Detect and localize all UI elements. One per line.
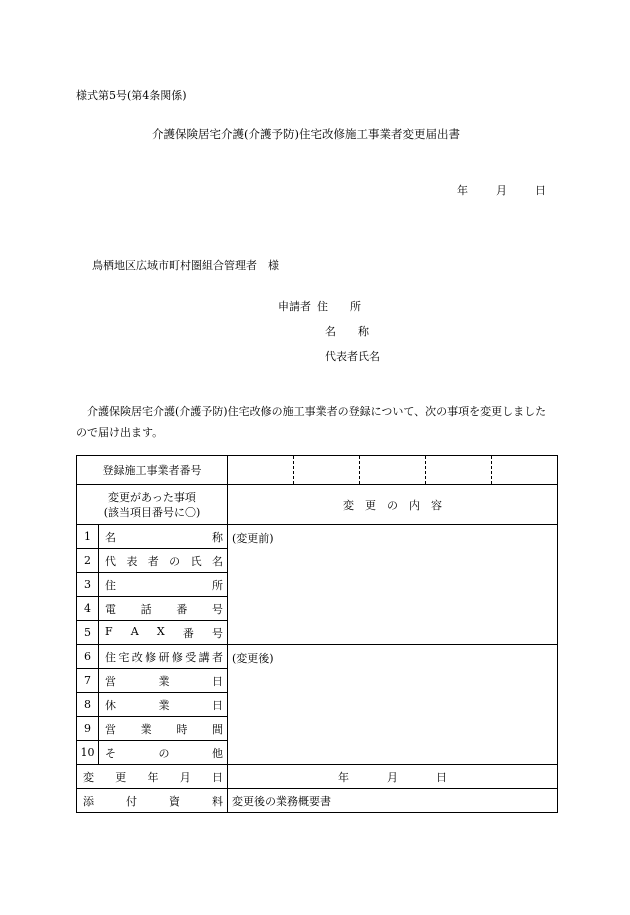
address-label: 住 所 xyxy=(317,300,361,313)
attachment-label-cell xyxy=(77,789,228,813)
reg-number-field[interactable] xyxy=(228,456,558,485)
document-title: 介護保険居宅介護(介護予防)住宅改修施工事業者変更届出書 xyxy=(152,127,460,141)
change-date-day: 日 xyxy=(436,770,447,784)
date-day: 日 xyxy=(535,184,546,197)
changed-items-header: 変更があった事項 (該当項目番号に〇) xyxy=(77,485,228,525)
change-date-label-cell xyxy=(77,765,228,789)
item-number: 6 xyxy=(77,645,99,669)
representative-label: 代表者氏名 xyxy=(325,350,380,363)
item-fax[interactable] xyxy=(99,621,228,645)
item-label: 営 業 日 xyxy=(105,674,223,688)
item-other[interactable] xyxy=(99,741,228,765)
change-date-field[interactable] xyxy=(228,765,558,789)
item-label: 住 宅 改 修 研 修 受 講 者 xyxy=(105,650,223,664)
change-date-label: 変 更 年 月 日 xyxy=(83,770,223,784)
before-content[interactable] xyxy=(228,525,558,645)
item-training[interactable] xyxy=(99,645,228,669)
item-number: 7 xyxy=(77,669,99,693)
before-label: (変更前) xyxy=(232,532,274,545)
body-text: 介護保険居宅介護(介護予防)住宅改修の施工事業者の登録について、次の事項を変更しましたので届け出ます。 xyxy=(76,405,547,439)
item-holidays[interactable] xyxy=(99,693,228,717)
after-content[interactable] xyxy=(228,645,558,765)
reg-digit-box[interactable] xyxy=(426,456,492,484)
change-content-header: 変 更 の 内 容 xyxy=(228,485,558,525)
item-number: 5 xyxy=(77,621,99,645)
item-address[interactable] xyxy=(99,573,228,597)
item-label: 名 称 xyxy=(105,530,223,544)
date-month: 月 xyxy=(496,184,507,197)
addressee: 鳥栖地区広域市町村圏組合管理者 様 xyxy=(92,259,279,272)
item-label: F A X 番 号 xyxy=(105,624,223,640)
reg-digit-box[interactable] xyxy=(360,456,426,484)
date-line xyxy=(457,182,546,198)
change-date-month: 月 xyxy=(387,770,398,784)
item-phone[interactable] xyxy=(99,597,228,621)
item-number: 10 xyxy=(77,741,99,765)
item-label: 営 業 時 間 xyxy=(105,722,223,736)
item-number: 2 xyxy=(77,549,99,573)
item-label: 住 所 xyxy=(105,578,223,592)
date-year: 年 xyxy=(457,184,468,197)
form-number: 様式第5号(第4条関係) xyxy=(76,89,187,102)
after-label: (変更後) xyxy=(232,652,274,665)
item-number: 8 xyxy=(77,693,99,717)
item-representative-name[interactable] xyxy=(99,549,228,573)
item-label: 電 話 番 号 xyxy=(105,602,223,616)
item-number: 4 xyxy=(77,597,99,621)
change-date-year: 年 xyxy=(338,770,349,784)
item-label: 代 表 者 の 氏 名 xyxy=(105,554,223,568)
attachment-value[interactable]: 変更後の業務概要書 xyxy=(228,789,558,813)
change-table xyxy=(76,455,558,813)
item-number: 1 xyxy=(77,525,99,549)
item-business-hours[interactable] xyxy=(99,717,228,741)
applicant-block xyxy=(278,294,380,369)
item-number: 9 xyxy=(77,717,99,741)
reg-digit-box[interactable] xyxy=(228,456,294,484)
item-label: そ の 他 xyxy=(105,746,223,760)
item-business-days[interactable] xyxy=(99,669,228,693)
name-label: 名 称 xyxy=(325,325,369,338)
reg-digit-box[interactable] xyxy=(492,456,557,484)
item-name[interactable] xyxy=(99,525,228,549)
reg-number-label: 登録施工事業者番号 xyxy=(77,456,228,485)
item-label: 休 業 日 xyxy=(105,698,223,712)
attachment-label: 添 付 資 料 xyxy=(83,794,223,808)
item-number: 3 xyxy=(77,573,99,597)
reg-digit-box[interactable] xyxy=(294,456,360,484)
applicant-label: 申請者 xyxy=(278,300,311,313)
